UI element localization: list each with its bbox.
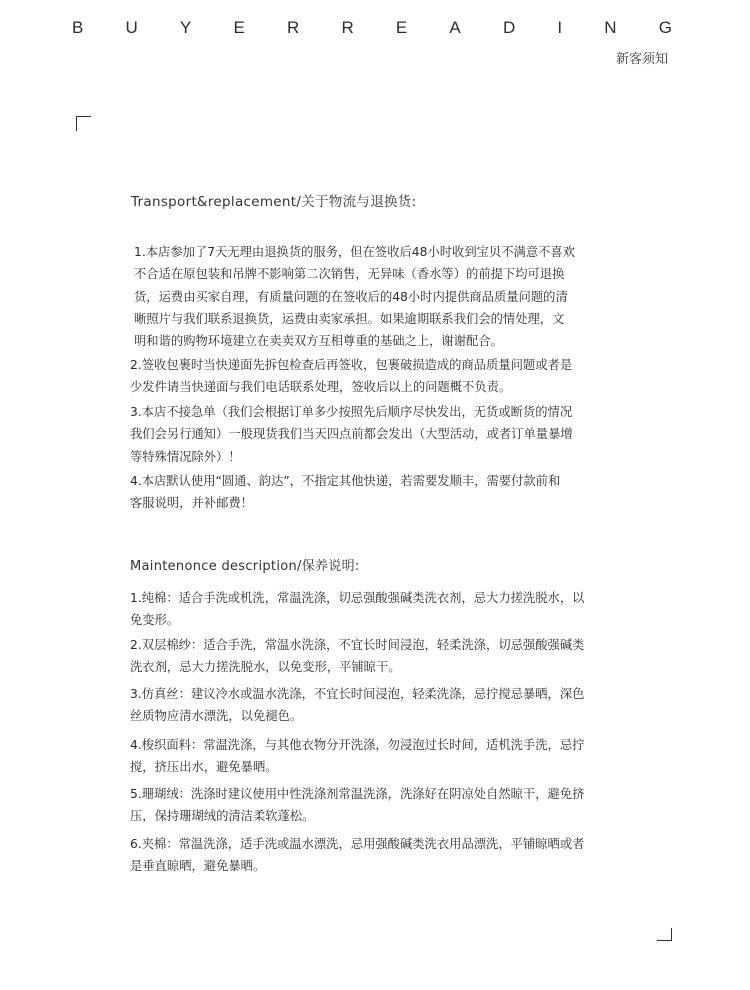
brand-letter: R	[287, 18, 300, 37]
transport-item-4: 4.本店默认使用“圆通、韵达”，不指定其他快递，若需要发顺丰，需要付款前和 客服说明，并补邮费！	[130, 474, 561, 511]
brand-letter: E	[395, 18, 408, 37]
page-subtitle: 新客须知	[615, 52, 668, 67]
corner-mark-top-left	[76, 116, 91, 131]
brand-letter: G	[658, 18, 672, 37]
brand-letter: A	[449, 18, 461, 37]
transport-item-3: 3.本店不接急单（我们会根据订单多少按照先后顺序尽快发出，无货或断货的情况 我们会另行通知）一般现货我们当天四点前都会发出（大型活动，或者订单量暴增 等特殊情况除外）！	[130, 405, 573, 464]
brand-letter: E	[233, 18, 245, 37]
brand-letter: B	[72, 18, 84, 37]
brand-letter: I	[557, 18, 563, 37]
maintenance-item-2: 2.双层棉纱：适合手洗，常温水洗涤，不宜长时间浸泡，轻柔洗涤，切忌强酸强碱类 洗衣剂，忌大力搓洗脱水，以免变形，平铺晾干。	[130, 638, 585, 675]
maintenance-item-4: 4.梭织面料：常温洗涤，与其他衣物分开洗涤，勿浸泡过长时间，适机洗手洗，忌拧 搅，挤压出水，避免暴晒。	[130, 738, 585, 775]
transport-item-1: 1.本店参加了7天无理由退换货的服务，但在签收后48小时收到宝贝不满意不喜欢 不合适在原包装和吊牌不影响第二次销售，无异味（香水等）的前提下均可退换 货，运费由买家自理，有质量问题的在签收后的48小时内提供商品质量问题的清 晰照片与我们联系退换货，运费由卖家承担。如果逾期联系我们会的情处理，文 明和谐的购物环境建立在卖卖双方互相尊重的基础之上，谢谢配合。	[134, 245, 576, 349]
maintenance-item-6: 6.夹棉：常温洗涤，适手洗或温水漂洗，忌用强酸碱类洗衣用品漂洗，平铺晾晒或者 是垂直晾晒，避免暴晒。	[130, 837, 585, 874]
brand-letter: N	[604, 18, 617, 37]
maintenance-item-3: 3.仿真丝：建议冷水或温水洗涤，不宜长时间浸泡，轻柔洗涤，忌拧搅忌暴晒，深色 丝质物应清水漂洗，以免褪色。	[130, 687, 585, 724]
maintenance-item-5: 5.珊瑚绒：洗涤时建议使用中性洗涤剂常温洗涤，洗涤好在阴凉处自然晾干，避免挤 压，保持珊瑚绒的清洁柔软蓬松。	[130, 787, 585, 824]
brand-letter: D	[502, 18, 516, 37]
brand-letter: R	[341, 18, 354, 37]
brand-letter: U	[125, 18, 138, 37]
transport-heading: Transport&replacement/关于物流与退换货:	[131, 194, 417, 210]
brand-letter: Y	[179, 18, 192, 37]
maintenance-heading: Maintenonce description/保养说明:	[130, 559, 360, 574]
transport-item-2: 2.签收包裹时当快递面先拆包检查后再签收，包裹破损造成的商品质量问题或者是 少发件请当快递面与我们电话联系处理，签收后以上的问题概不负责。	[130, 358, 573, 395]
corner-mark-bottom-right	[657, 928, 672, 941]
brand-title	[72, 18, 672, 42]
maintenance-item-1: 1.纯棉：适合手洗或机洗，常温洗涤，切忌强酸强碱类洗衣剂，忌大力搓洗脱水，以 免变形。	[130, 591, 585, 628]
